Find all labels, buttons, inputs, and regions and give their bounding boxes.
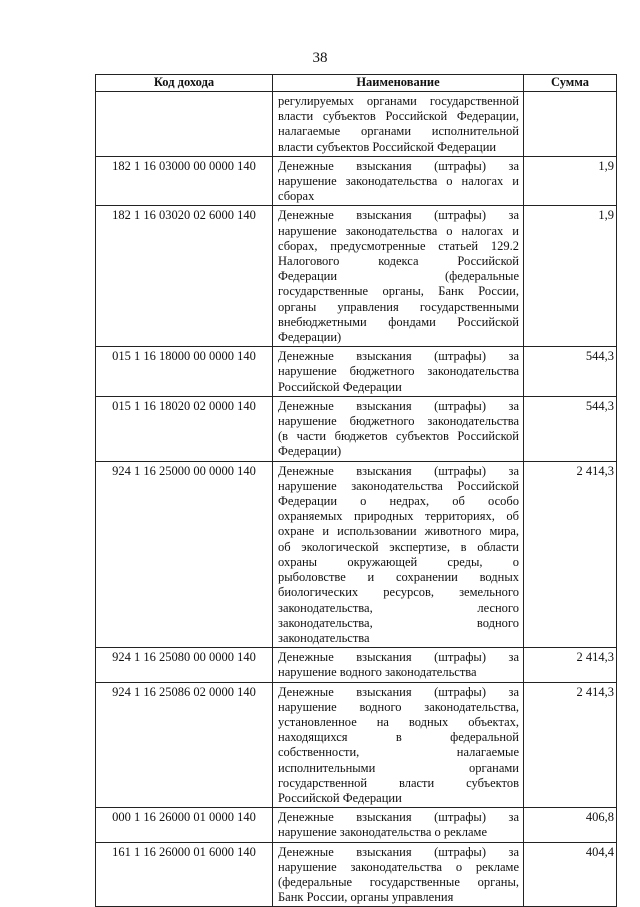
revenue-name-line: сборах, предусмотренные статьей 129.2 [278, 238, 519, 253]
revenue-name-line: власти субъектов Российской Федерации [278, 139, 497, 154]
revenue-amount-cell: 2 414,3 [524, 461, 617, 647]
revenue-name-line: нарушение законодательства о налогах и [278, 223, 519, 238]
column-header-code: Код дохода [96, 75, 273, 92]
revenue-code-cell: 924 1 16 25086 02 0000 140 [96, 682, 273, 808]
revenue-name-line: (федеральные государственные органы, [278, 874, 519, 889]
revenue-code-cell: 924 1 16 25000 00 0000 140 [96, 461, 273, 647]
revenue-name-cell [273, 461, 524, 647]
revenue-amount-cell: 2 414,3 [524, 648, 617, 682]
revenue-name-line: Денежные взыскания (штрафы) за [278, 208, 519, 223]
revenue-name-line: рыболовстве и сохранении водных [278, 570, 519, 585]
revenue-code-cell: 000 1 16 26000 01 0000 140 [96, 808, 273, 842]
revenue-table [95, 74, 617, 907]
revenue-name-cell [273, 206, 524, 347]
revenue-name-cell [273, 92, 524, 157]
revenue-name-line: органы управления государственными [278, 299, 519, 314]
revenue-name-line: нарушение законодательства Российской [278, 478, 519, 493]
table-row [96, 206, 617, 347]
revenue-name-line: исполнительными органами [278, 760, 519, 775]
table-row [96, 92, 617, 157]
revenue-name-line: Российской Федерации [278, 790, 402, 805]
revenue-name-line: Федерации) [278, 444, 342, 459]
revenue-amount-cell [524, 92, 617, 157]
revenue-name-line: регулируемых органами государственной [278, 94, 519, 108]
revenue-code-cell: 924 1 16 25080 00 0000 140 [96, 648, 273, 682]
revenue-code-cell [96, 92, 273, 157]
revenue-name-line: власти субъектов Российской Федерации, [278, 109, 519, 124]
table-row [96, 461, 617, 647]
revenue-code-cell: 015 1 16 18000 00 0000 140 [96, 347, 273, 397]
revenue-name-line: об экологической экспертизе, в области [278, 539, 519, 554]
revenue-name-line: государственной власти субъектов [278, 775, 519, 790]
revenue-name-line: установленное на водных объектах, [278, 714, 519, 729]
revenue-name-line: государственные органы, Банк России, [278, 284, 519, 299]
revenue-name-line: нарушение водного законодательства [278, 665, 477, 680]
revenue-amount-cell: 1,9 [524, 206, 617, 347]
revenue-name-line: налагаемые органами исполнительной [278, 124, 519, 139]
revenue-amount-cell: 2 414,3 [524, 682, 617, 808]
revenue-name-line: нарушение водного законодательства, [278, 699, 519, 714]
revenue-name-cell [273, 648, 524, 682]
revenue-name-line: охраняемых природных территориях, об [278, 509, 519, 524]
page-number: 38 [312, 50, 328, 66]
revenue-name-line: Денежные взыскания (штрафы) за [278, 463, 519, 478]
revenue-code-cell: 161 1 16 26000 01 6000 140 [96, 842, 273, 907]
table-row [96, 156, 617, 206]
revenue-name-line: внебюджетными фондами Российской [278, 314, 519, 329]
table-row [96, 682, 617, 808]
revenue-name-line: охраны окружающей среды, о [278, 554, 519, 569]
revenue-amount-cell: 404,4 [524, 842, 617, 907]
revenue-code-cell: 182 1 16 03000 00 0000 140 [96, 156, 273, 206]
revenue-name-cell [273, 347, 524, 397]
revenue-name-cell [273, 808, 524, 842]
revenue-name-line: Денежные взыскания (штрафы) за [278, 398, 519, 413]
revenue-name-line: биологических ресурсов, земельного [278, 585, 519, 600]
revenue-name-cell [273, 396, 524, 461]
revenue-name-line: Федерации) [278, 330, 342, 345]
revenue-amount-cell: 544,3 [524, 396, 617, 461]
revenue-name-line: Денежные взыскания (штрафы) за [278, 650, 519, 665]
revenue-code-cell: 015 1 16 18020 02 0000 140 [96, 396, 273, 461]
table-row [96, 347, 617, 397]
revenue-name-cell [273, 156, 524, 206]
revenue-name-line: Российской Федерации [278, 379, 402, 394]
revenue-name-line: собственности, налагаемые [278, 745, 519, 760]
revenue-name-line: нарушение бюджетного законодательства [278, 364, 519, 379]
revenue-name-line: законодательства, лесного [278, 600, 519, 615]
revenue-name-line: нарушение законодательства о рекламе [278, 859, 519, 874]
revenue-code-cell: 182 1 16 03020 02 6000 140 [96, 206, 273, 347]
revenue-name-cell [273, 842, 524, 907]
revenue-amount-cell: 406,8 [524, 808, 617, 842]
revenue-name-line: охране и использовании животного мира, [278, 524, 519, 539]
table-row [96, 396, 617, 461]
revenue-name-line: законодательства, водного [278, 615, 519, 630]
table-row [96, 808, 617, 842]
column-header-name: Наименование [273, 75, 524, 92]
revenue-name-line: нарушение законодательства о рекламе [278, 825, 487, 840]
revenue-name-line: Федерации (федеральные [278, 269, 519, 284]
revenue-name-line: Денежные взыскания (штрафы) за [278, 349, 519, 364]
revenue-name-line: находящихся в федеральной [278, 730, 519, 745]
revenue-name-line: Банк России, органы управления [278, 890, 454, 905]
table-row [96, 842, 617, 907]
revenue-name-line: законодательства [278, 630, 370, 645]
revenue-name-line: (в части бюджетов субъектов Российской [278, 429, 519, 444]
revenue-name-cell [273, 682, 524, 808]
revenue-name-line: нарушение законодательства о налогах и [278, 174, 519, 189]
revenue-name-line: нарушение бюджетного законодательства [278, 414, 519, 429]
revenue-name-line: Денежные взыскания (штрафы) за [278, 684, 519, 699]
column-header-amount: Сумма [524, 75, 617, 92]
revenue-name-line: Денежные взыскания (штрафы) за [278, 844, 519, 859]
revenue-name-line: Налогового кодекса Российской [278, 254, 519, 269]
revenue-amount-cell: 544,3 [524, 347, 617, 397]
revenue-name-line: сборах [278, 189, 315, 204]
revenue-name-line: Денежные взыскания (штрафы) за [278, 810, 519, 825]
revenue-amount-cell: 1,9 [524, 156, 617, 206]
table-body [96, 92, 617, 907]
table-header-row [96, 75, 617, 92]
revenue-name-line: Денежные взыскания (штрафы) за [278, 158, 519, 173]
table-row [96, 648, 617, 682]
revenue-name-line: Федерации о недрах, об особо [278, 494, 519, 509]
